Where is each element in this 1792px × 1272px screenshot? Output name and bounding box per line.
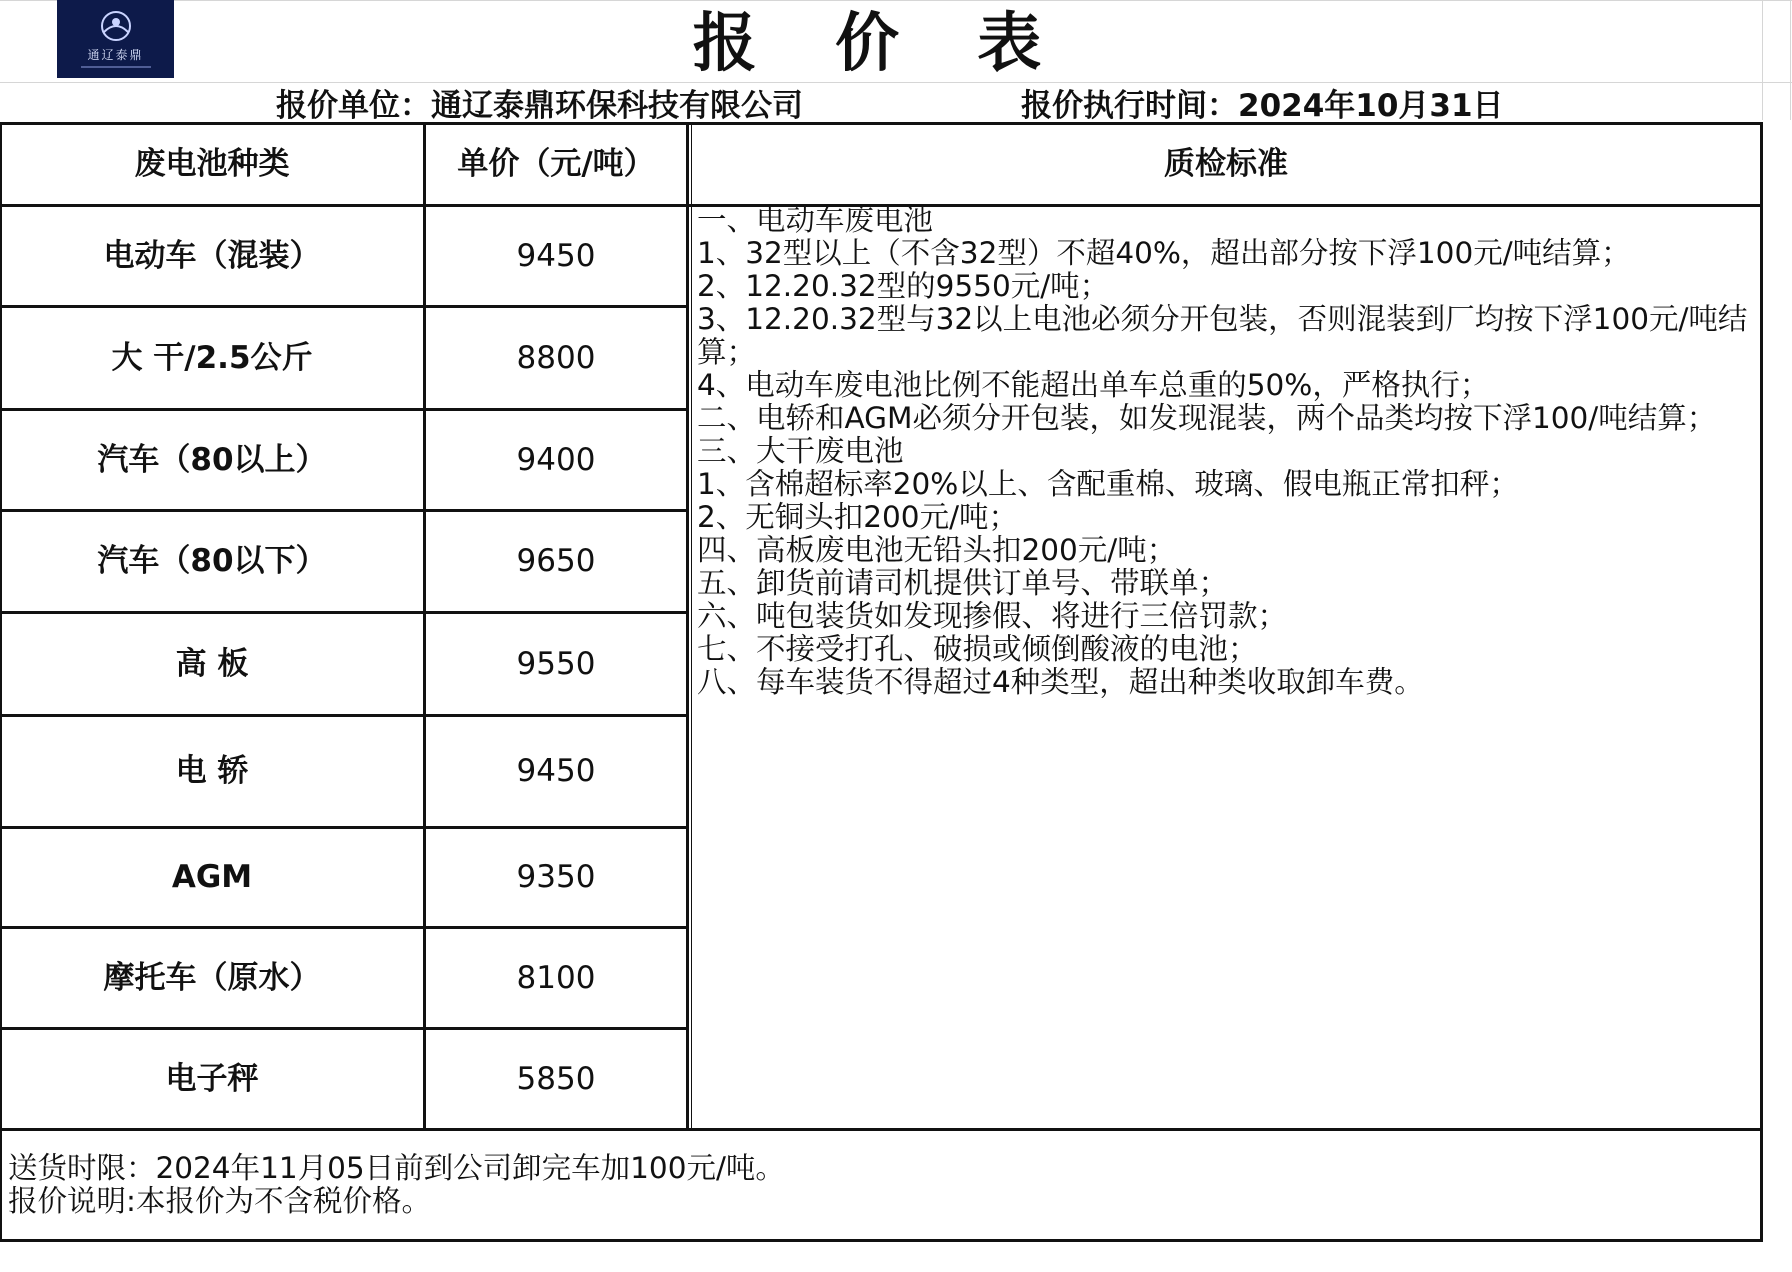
standard-line: 一、电动车废电池	[697, 203, 934, 237]
delivery-deadline: 送货时限：2024年11月05日前到公司卸完车加100元/吨。	[8, 1151, 785, 1185]
standard-line: 五、卸货前请司机提供订单号、带联单；	[697, 566, 1229, 600]
standard-line: 2、无铜头扣200元/吨；	[697, 500, 1019, 534]
standard-line: 七、不接受打孔、破损或倾倒酸液的电池；	[697, 632, 1258, 666]
quality-standards	[697, 204, 1757, 699]
footer-notes	[8, 1152, 785, 1218]
battery-type-cell: 汽车（80以上）	[97, 441, 327, 478]
standard-line: 三、大干废电池	[697, 434, 904, 468]
column-header-standard: 质检标准	[1164, 145, 1288, 182]
battery-type-cell: 电 轿	[175, 753, 249, 789]
standard-line: 二、电轿和AGM必须分开包装，如发现混装，两个品类均按下浮100/吨结算；	[697, 401, 1717, 435]
column-divider	[686, 124, 689, 1130]
standard-line: 3、12.20.32型与32以上电池必须分开包装，否则混装到厂均按下浮100元/吨结算；	[697, 302, 1748, 369]
unit-price-cell: 9350	[516, 859, 596, 895]
quote-company: 报价单位：通辽泰鼎环保科技有限公司	[276, 88, 803, 124]
standard-line: 2、12.20.32型的9550元/吨；	[697, 269, 1110, 303]
unit-price-cell: 8800	[516, 339, 596, 376]
page-title: 报 价 表	[692, 7, 1070, 81]
battery-type-cell: 高 板	[175, 645, 249, 682]
unit-price-cell: 5850	[516, 1060, 596, 1097]
quote-effective-date: 报价执行时间：2024年10月31日	[1021, 88, 1504, 124]
standard-line: 八、每车装货不得超过4种类型，超出种类收取卸车费。	[697, 665, 1424, 699]
logo-text: 通辽泰鼎	[87, 48, 144, 62]
standard-line: 1、含棉超标率20%以上、含配重棉、玻璃、假电瓶正常扣秤；	[697, 467, 1519, 501]
unit-price-cell: 9450	[516, 237, 596, 274]
standard-line: 1、32型以上（不含32型）不超40%，超出部分按下浮100元/吨结算；	[697, 236, 1631, 270]
standard-line: 六、吨包装货如发现掺假、将进行三倍罚款；	[697, 599, 1288, 633]
column-header-type: 废电池种类	[134, 145, 290, 182]
column-header-price: 单价（元/吨）	[457, 145, 655, 182]
price-note: 报价说明:本报价为不含税价格。	[8, 1184, 431, 1218]
battery-type-cell: AGM	[171, 859, 253, 895]
standard-line: 四、高板废电池无铅头扣200元/吨；	[697, 533, 1177, 567]
battery-type-cell: 汽车（80以下）	[97, 543, 327, 579]
standard-line: 4、电动车废电池比例不能超出单车总重的50%，严格执行；	[697, 368, 1490, 402]
unit-price-cell: 9400	[516, 441, 596, 478]
battery-type-cell: 电子秤	[165, 1060, 259, 1097]
unit-price-cell: 9650	[516, 543, 596, 579]
battery-type-cell: 电动车（混装）	[103, 237, 321, 274]
unit-price-cell: 9450	[516, 753, 596, 789]
battery-type-cell: 大 干/2.5公斤	[111, 339, 313, 376]
battery-type-cell: 摩托车（原水）	[103, 959, 321, 996]
unit-price-cell: 8100	[516, 959, 596, 996]
column-divider	[691, 124, 692, 1130]
unit-price-cell: 9550	[516, 645, 596, 682]
table-bottom-border	[0, 1128, 1763, 1131]
